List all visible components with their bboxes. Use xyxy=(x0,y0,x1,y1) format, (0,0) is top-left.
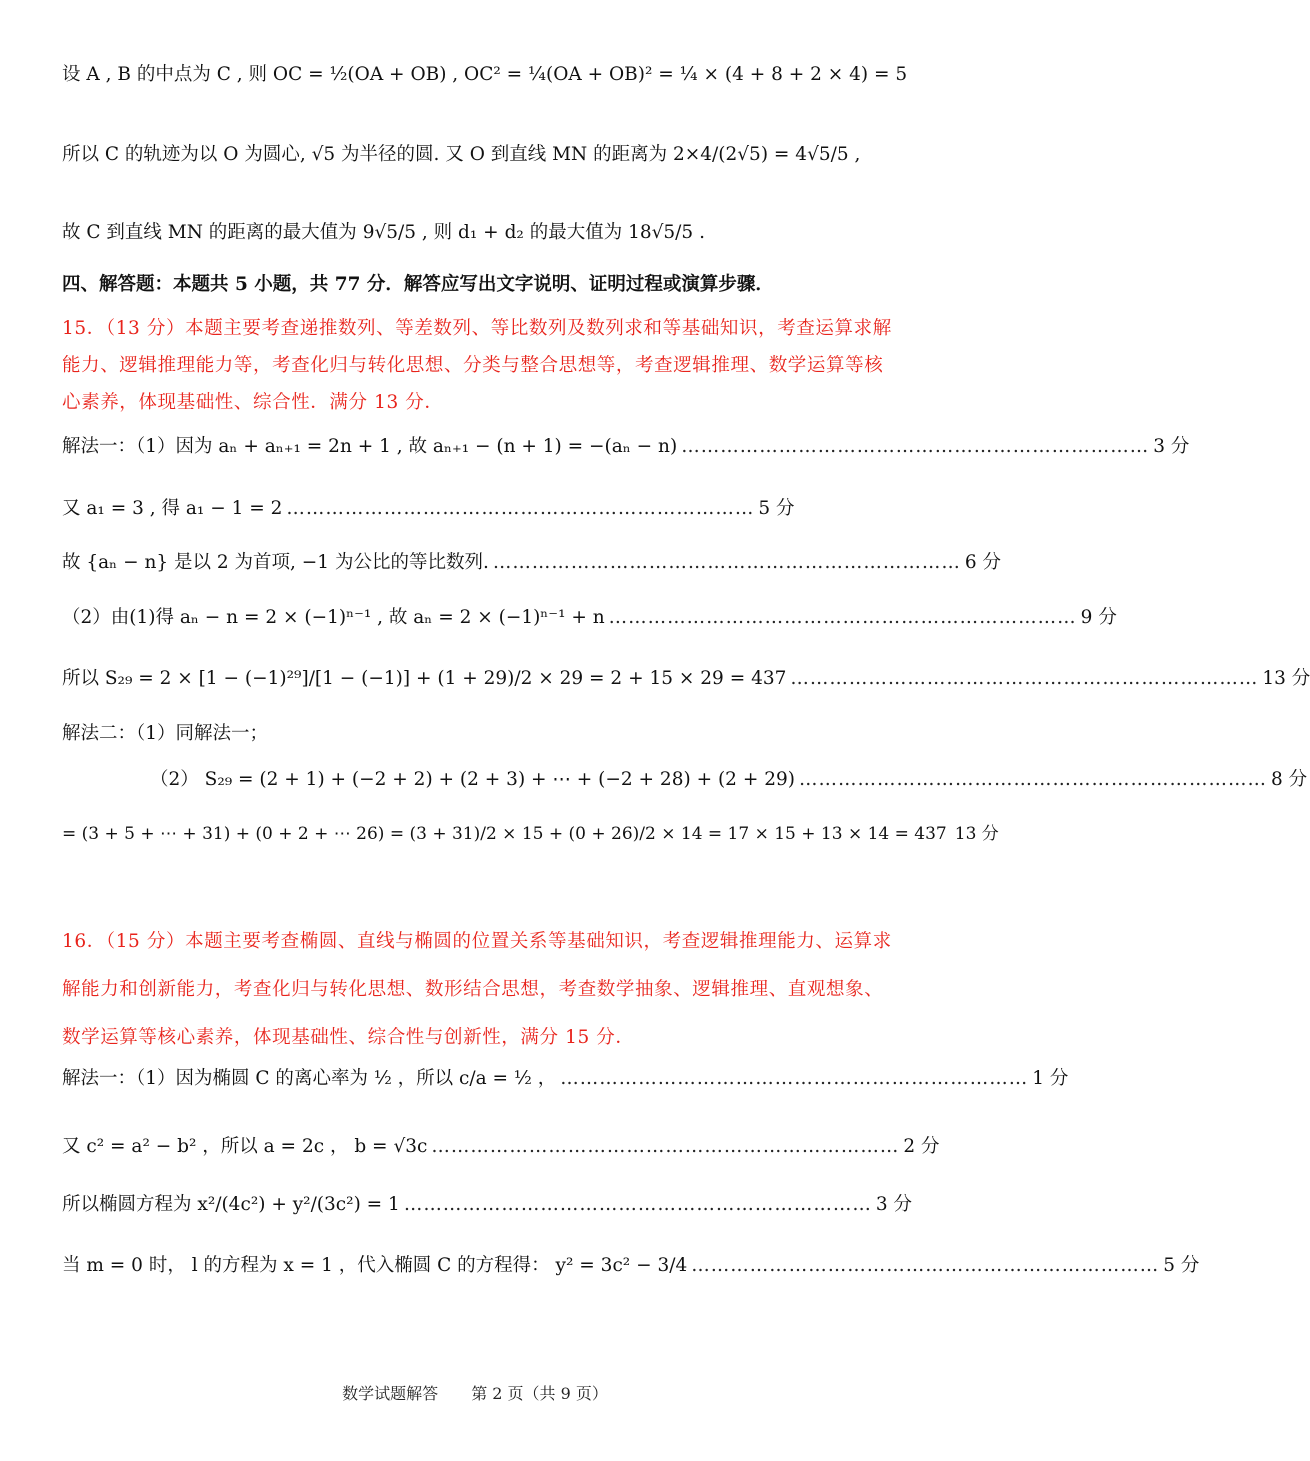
leader-dots: ……………………………………………………………… xyxy=(681,436,1150,457)
footer-title: 数学试题解答 xyxy=(342,1384,439,1403)
step-score: 13 分 xyxy=(954,824,999,844)
step-text: 当 m = 0 时， l 的方程为 x = 1 ，代入椭圆 C 的方程得： y² = 3c² − 3/4 xyxy=(62,1255,688,1276)
step-score: 5 分 xyxy=(758,498,795,519)
line-text: 故 C 到直线 MN 的距离的最大值为 9√5/5 , 则 d₁ + d₂ 的最大值为 18√5/5 . xyxy=(62,222,705,243)
step-score: 1 分 xyxy=(1032,1068,1069,1089)
step-text: 解法一：（1）因为 aₙ + aₙ₊₁ = 2n + 1 , 故 aₙ₊₁ − (n + 1) = −(aₙ − n) xyxy=(62,436,678,457)
step-text: （2）由(1)得 aₙ − n = 2 × (−1)ⁿ⁻¹ , 故 aₙ = 2 × (−1)ⁿ⁻¹ + n xyxy=(62,607,605,628)
solution-line-midpoint xyxy=(62,62,908,88)
leader-dots: ……………………………………………………………… xyxy=(798,769,1267,790)
leader-dots: ……………………………………………………………… xyxy=(691,1255,1160,1276)
q15-description xyxy=(62,310,892,421)
step-score: 9 分 xyxy=(1080,607,1117,628)
leader-dots: ……………………………………………………………… xyxy=(608,607,1077,628)
footer-page-number: 第 2 页（共 9 页） xyxy=(471,1384,608,1403)
step-text: （2） S₂₉ = (2 + 1) + (−2 + 2) + (2 + 3) + ⋯ + (−2 + 28) + (2 + 29) xyxy=(150,769,795,790)
q15-step-2 xyxy=(62,496,890,522)
section-heading-4 xyxy=(62,272,890,298)
q16-step-4 xyxy=(62,1253,1200,1279)
step-score: 3 分 xyxy=(875,1194,912,1215)
leader-dots: ……………………………………………………………… xyxy=(492,552,961,573)
step-text: 故 {aₙ − n} 是以 2 为首项, −1 为公比的等比数列. xyxy=(62,552,489,573)
step-text: 所以椭圆方程为 x²/(4c²) + y²/(3c²) = 1 xyxy=(62,1194,400,1215)
leader-dots: ……………………………………………………………… xyxy=(403,1194,872,1215)
step-text: 又 c² = a² − b² ，所以 a = 2c ， b = √3c xyxy=(62,1136,428,1157)
q16-description xyxy=(62,918,898,1062)
q15-step-4 xyxy=(62,605,1117,631)
q15-step-1 xyxy=(62,434,1190,460)
q15-method-2-result xyxy=(62,821,999,847)
solution-line-max-distance xyxy=(62,220,890,246)
q15-method-2-step-2 xyxy=(150,767,1308,793)
step-score: 8 分 xyxy=(1270,769,1308,790)
step-score: 6 分 xyxy=(964,552,1001,573)
leader-dots: ……………………………………………………………… xyxy=(431,1136,900,1157)
q16-description-text: 16．（15 分）本题主要考查椭圆、直线与椭圆的位置关系等基础知识，考查逻辑推理能力、运算求解能力和创新能力，考查化归与转化思想、数形结合思想，考查数学抽象、逻辑推理、直观想象、数学运算等核心素养，体现基础性、综合性与创新性，满分 15 分． xyxy=(62,931,892,1048)
step-score: 5 分 xyxy=(1163,1255,1200,1276)
q15-step-5 xyxy=(62,666,1310,692)
q16-step-3 xyxy=(62,1192,912,1218)
step-score: 2 分 xyxy=(903,1136,940,1157)
leader-dots: ……………………………………………………………… xyxy=(560,1068,1029,1089)
step-text: 又 a₁ = 3 , 得 a₁ − 1 = 2 xyxy=(62,498,283,519)
leader-dots: ……………………………………………………………… xyxy=(790,668,1259,689)
q16-step-2 xyxy=(62,1134,940,1160)
step-text: 解法二：（1）同解法一； xyxy=(62,723,269,744)
solution-line-locus xyxy=(62,142,890,168)
section-heading-text: 四、解答题：本题共 5 小题，共 77 分．解答应写出文字说明、证明过程或演算步骤． xyxy=(62,274,774,295)
q15-step-3 xyxy=(62,550,1001,576)
q16-step-1 xyxy=(62,1066,1069,1092)
line-text: 所以 C 的轨迹为以 O 为圆心, √5 为半径的圆. 又 O 到直线 MN 的距离为 2×4/(2√5) = 4√5/5 , xyxy=(62,144,861,165)
step-text: = (3 + 5 + ⋯ + 31) + (0 + 2 + ⋯ 26) = (3 + 31)/2 × 15 + (0 + 26)/2 × 14 = 17 × 15 + 13 × 14 = 437 xyxy=(62,824,947,844)
page-footer xyxy=(0,1381,950,1404)
step-text: 所以 S₂₉ = 2 × [1 − (−1)²⁹]/[1 − (−1)] + (1 + 29)/2 × 29 = 2 + 15 × 29 = 437 xyxy=(62,668,787,689)
q15-method-2-header xyxy=(62,721,890,747)
step-score: 3 分 xyxy=(1153,436,1190,457)
leader-dots: ……………………………………………………………… xyxy=(286,498,755,519)
step-score: 13 分 xyxy=(1262,668,1310,689)
step-text: 解法一：（1）因为椭圆 C 的离心率为 ½ ，所以 c/a = ½ ， xyxy=(62,1068,557,1089)
line-text: 设 A , B 的中点为 C , 则 OC = ½(OA + OB) , OC² = ¼(OA + OB)² = ¼ × (4 + 8 + 2 × 4) = 5 xyxy=(62,64,908,85)
q15-description-text: 15．（13 分）本题主要考查递推数列、等差数列、等比数列及数列求和等基础知识，考查运算求解能力、逻辑推理能力等，考查化归与转化思想、分类与整合思想等，考查逻辑推理、数学运算等核心素养，体现基础性、综合性．满分 13 分． xyxy=(62,318,892,413)
